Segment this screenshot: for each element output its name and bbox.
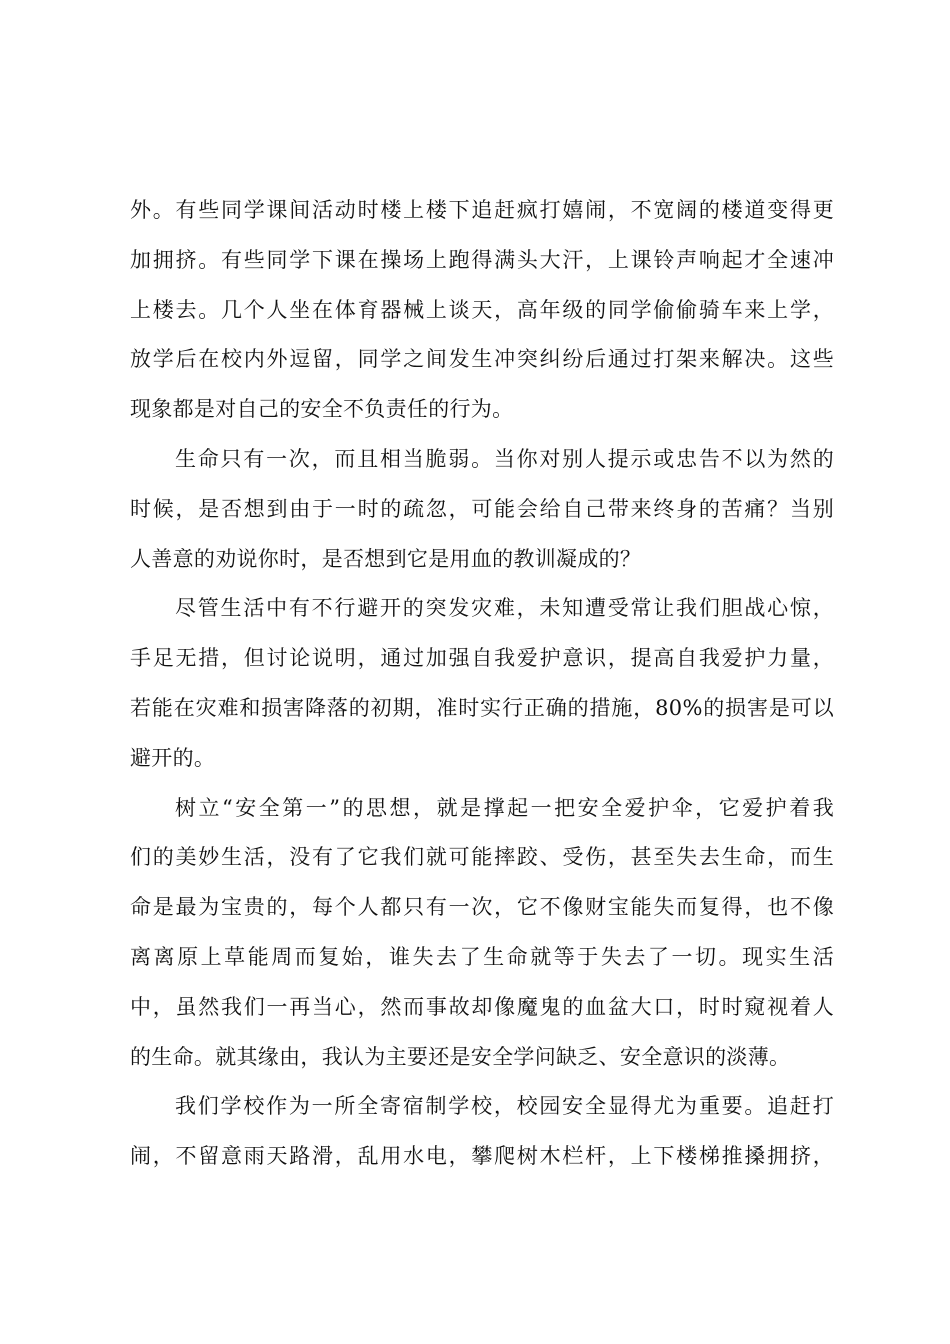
body-text [130, 186, 834, 1182]
text-line: 的生命。就其缘由，我认为主要还是安全学问缺乏、安全意识的淡薄。 [130, 1044, 791, 1069]
text-line: 树立“安全第一”的思想，就是撑起一把安全爱护伞，它爱护着我 [175, 795, 834, 820]
text-line: 上楼去。几个人坐在体育器械上谈天，高年级的同学偷偷骑车来上学， [130, 297, 834, 322]
text-line: 人善意的劝说你时，是否想到它是用血的教训凝成的？ [130, 546, 642, 571]
text-line: 放学后在校内外逗留，同学之间发生冲突纠纷后通过打架来解决。这些 [130, 347, 834, 372]
text-line: 中，虽然我们一再当心，然而事故却像魔鬼的血盆大口，时时窥视着人 [130, 994, 834, 1019]
text-line: 若能在灾难和损害降落的初期，准时实行正确的措施，80%的损害是可以 [130, 695, 834, 720]
text-line: 离离原上草能周而复始，谁失去了生命就等于失去了一切。现实生活 [130, 944, 834, 969]
text-line: 避开的。 [130, 745, 216, 770]
text-line: 加拥挤。有些同学下课在操场上跑得满头大汗，上课铃声响起才全速冲 [130, 247, 834, 272]
text-line: 命是最为宝贵的，每个人都只有一次，它不像财宝能失而复得，也不像 [130, 895, 834, 920]
text-line: 我们学校作为一所全寄宿制学校，校园安全显得尤为重要。追赶打 [175, 1094, 834, 1119]
text-line: 尽管生活中有不行避开的突发灾难，未知遭受常让我们胆战心惊， [175, 596, 834, 621]
text-line: 手足无措，但讨论说明，通过加强自我爱护意识，提高自我爱护力量， [130, 646, 834, 671]
text-line: 闹，不留意雨天路滑，乱用水电，攀爬树木栏杆，上下楼梯推搡拥挤， [130, 1144, 834, 1169]
paragraph [130, 1082, 834, 1182]
text-line: 现象都是对自己的安全不负责任的行为。 [130, 397, 514, 422]
text-line: 生命只有一次，而且相当脆弱。当你对别人提示或忠告不以为然的 [175, 446, 834, 471]
paragraph [130, 784, 834, 1083]
paragraph [130, 186, 834, 435]
paragraph [130, 435, 834, 584]
text-line: 外。有些同学课间活动时楼上楼下追赶疯打嬉闹，不宽阔的楼道变得更 [130, 198, 834, 222]
paragraph [130, 584, 834, 783]
text-line: 时候，是否想到由于一时的疏忽，可能会给自己带来终身的苦痛？当别 [130, 496, 834, 521]
text-line: 们的美妙生活，没有了它我们就可能摔跤、受伤，甚至失去生命，而生 [130, 845, 834, 870]
